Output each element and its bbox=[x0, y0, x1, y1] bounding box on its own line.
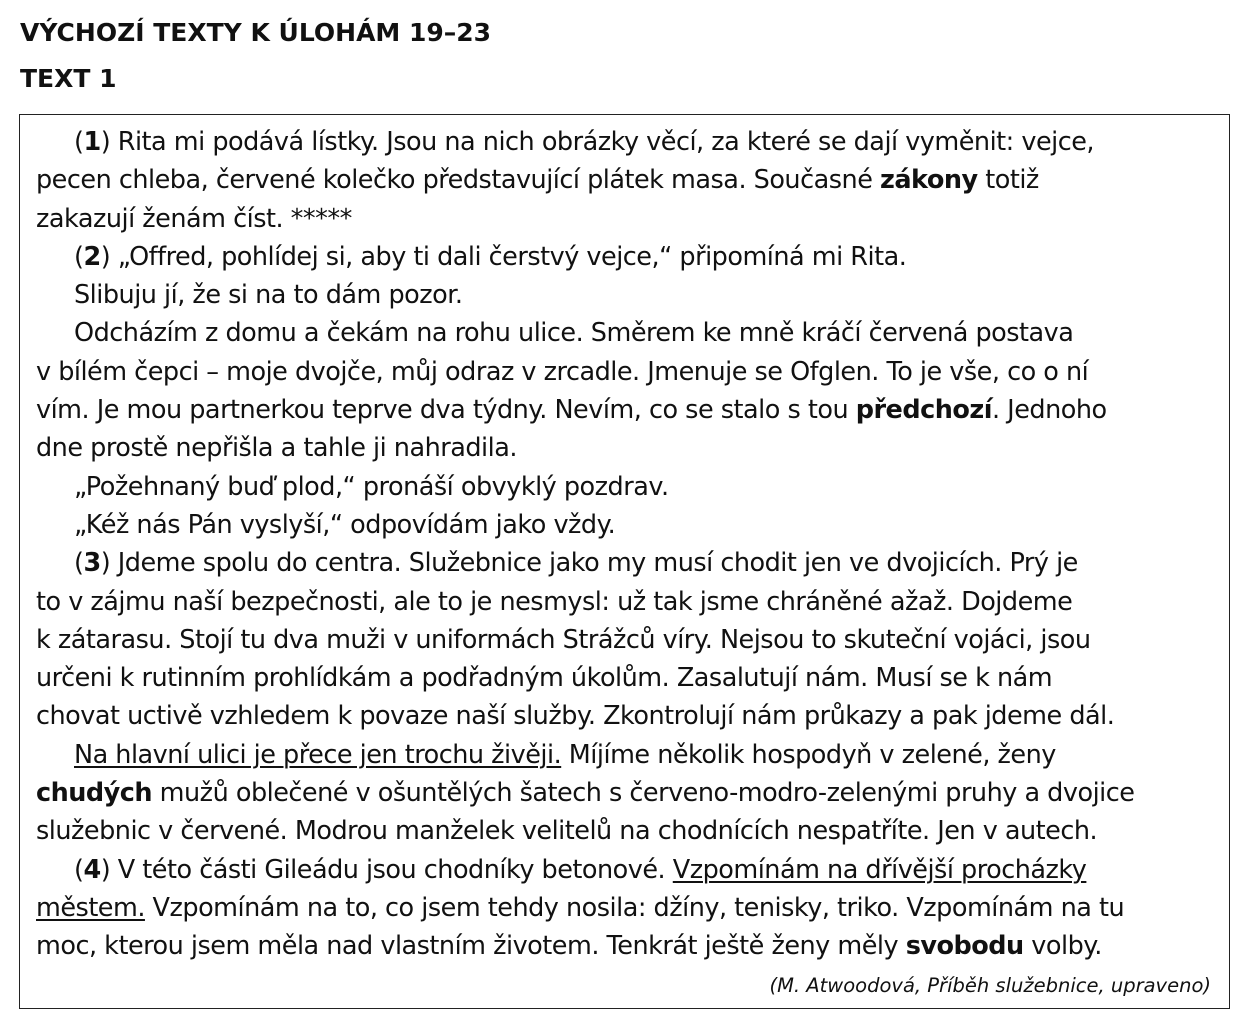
paragraph-number: 2 bbox=[83, 241, 101, 272]
bold-word: svobodu bbox=[905, 931, 1024, 962]
text-line: městem. Vzpomínám na to, co jsem tehdy nosila: džíny, tenisky, triko. Vzpomínám na tu bbox=[36, 892, 1125, 923]
text-line: v bílém čepci – moje dvojče, můj odraz v zrcadle. Jmenuje se Ofglen. To je vše, co o ní bbox=[36, 356, 1089, 387]
text-line: zakazují ženám číst. ***** bbox=[36, 203, 352, 234]
text-line: Na hlavní ulici je přece jen trochu živěji. Míjíme několik hospodyň v zelené, ženy bbox=[74, 739, 1056, 770]
passage bbox=[36, 123, 1216, 966]
text-line: dne prostě nepřišla a tahle ji nahradila. bbox=[36, 433, 517, 464]
text-line: chovat uctivě vzhledem k povaze naší služby. Zkontrolují nám průkazy a pak jdeme dál. bbox=[36, 701, 1115, 732]
underlined-sentence: Vzpomínám na dřívější procházky bbox=[672, 854, 1087, 885]
text-line: Odcházím z domu a čekám na rohu ulice. Směrem ke mně kráčí červená postava bbox=[74, 318, 1074, 349]
text-line: chudých mužů oblečené v ošuntělých šatech s červeno-modro-zelenými pruhy a dvojice bbox=[36, 778, 1135, 809]
bold-word: chudých bbox=[36, 778, 153, 809]
underlined-sentence: Na hlavní ulici je přece jen trochu živěji. bbox=[74, 739, 562, 770]
bold-word: zákony bbox=[880, 165, 978, 196]
text-line: moc, kterou jsem měla nad vlastním životem. Tenkrát ještě ženy měly svobodu volby. bbox=[36, 931, 1102, 962]
text-line: (1) Rita mi podává lístky. Jsou na nich obrázky věcí, za které se dají vyměnit: vejce, bbox=[74, 127, 1095, 157]
text-label: TEXT 1 bbox=[20, 64, 117, 93]
text-line: (4) V této části Gileádu jsou chodníky betonové. Vzpomínám na dřívější procházky bbox=[74, 854, 1087, 885]
bold-word: předchozí bbox=[855, 395, 992, 426]
paragraph-number: 3 bbox=[83, 548, 101, 579]
text-line: „Požehnaný buď plod,“ pronáší obvyklý pozdrav. bbox=[74, 471, 669, 502]
text-line: určeni k rutinním prohlídkám a podřadným úkolům. Zasalutují nám. Musí se k nám bbox=[36, 663, 1053, 694]
text-line: k zátarasu. Stojí tu dva muži v uniformách Strážců víry. Nejsou to skuteční vojáci, jsou bbox=[36, 624, 1091, 655]
paragraph-number: 1 bbox=[83, 127, 101, 157]
text-line: služebnic v červené. Modrou manželek velitelů na chodnících nespatříte. Jen v autech. bbox=[36, 816, 1098, 847]
text-frame bbox=[19, 114, 1230, 1009]
paragraph-number: 4 bbox=[83, 854, 101, 885]
page-title: VÝCHOZÍ TEXTY K ÚLOHÁM 19–23 bbox=[20, 18, 492, 47]
text-line: (3) Jdeme spolu do centra. Služebnice jako my musí chodit jen ve dvojicích. Prý je bbox=[74, 548, 1078, 579]
text-line: to v zájmu naší bezpečnosti, ale to je nesmysl: už tak jsme chráněné ažaž. Dojdeme bbox=[36, 586, 1073, 617]
text-line: vím. Je mou partnerkou teprve dva týdny. Nevím, co se stalo s tou předchozí. Jednoho bbox=[36, 395, 1107, 426]
text-line: pecen chleba, červené kolečko představující plátek masa. Současné zákony totiž bbox=[36, 165, 1039, 196]
underlined-sentence: městem. bbox=[36, 892, 145, 923]
text-line: (2) „Offred, pohlídej si, aby ti dali čerstvý vejce,“ připomíná mi Rita. bbox=[74, 241, 907, 272]
text-line: „Kéž nás Pán vyslyší,“ odpovídám jako vždy. bbox=[74, 509, 616, 540]
source-citation: (M. Atwoodová, Příběh služebnice, upraveno) bbox=[769, 974, 1211, 997]
text-line: Slibuju jí, že si na to dám pozor. bbox=[74, 280, 463, 311]
